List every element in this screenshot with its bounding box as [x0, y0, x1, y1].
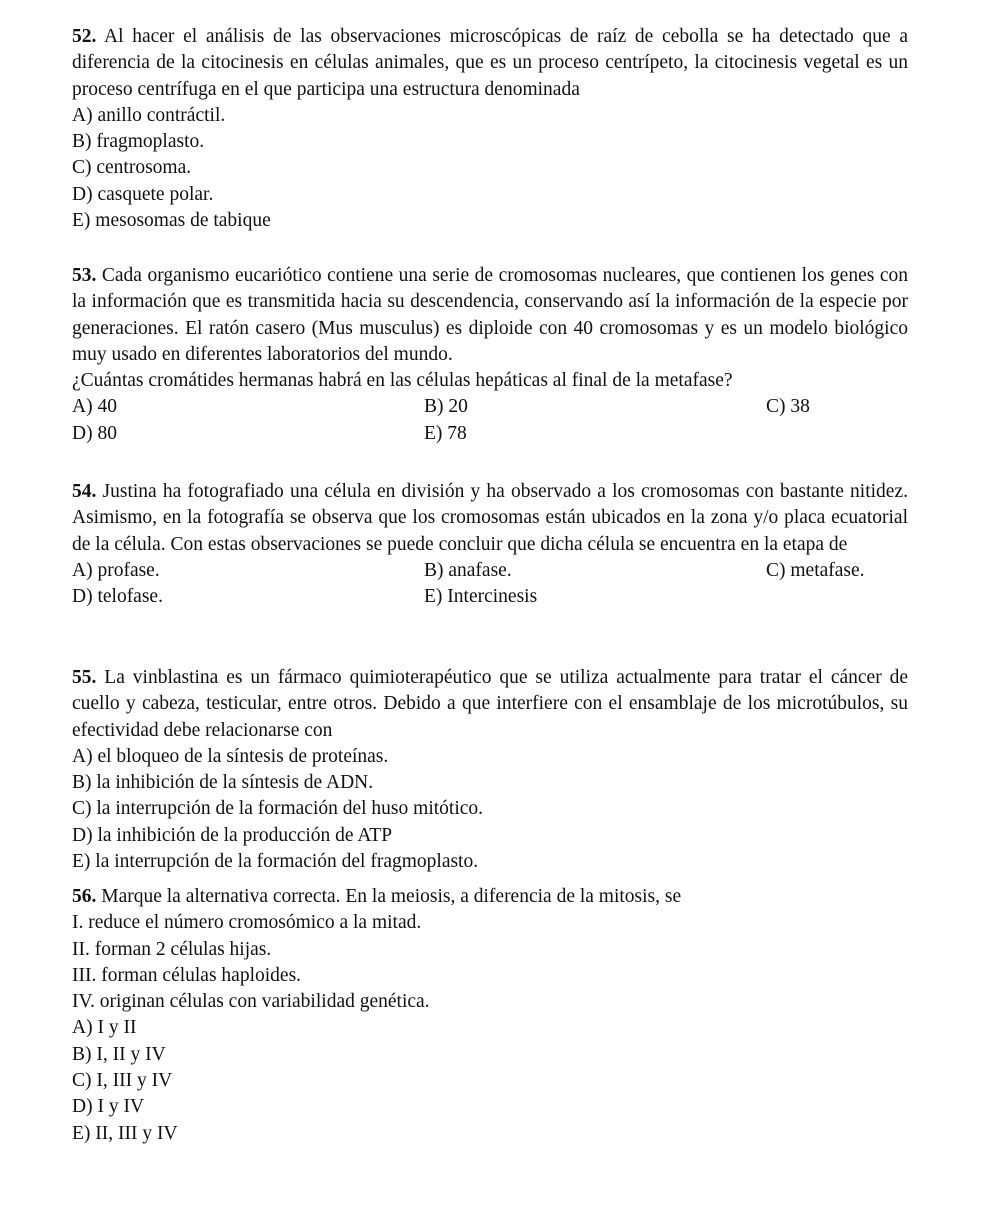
- statement-ii: II. forman 2 células hijas.: [72, 938, 272, 960]
- option-b[interactable]: B) fragmoplasto.: [72, 131, 205, 153]
- question-number: 55.: [72, 667, 97, 688]
- options-list: [72, 103, 908, 234]
- question-prompt: ¿Cuántas cromátides hermanas habrá en las células hepáticas al final de la metafase?: [72, 370, 733, 392]
- option-e[interactable]: E) II, III y IV: [72, 1122, 178, 1144]
- option-c[interactable]: C) centrosoma.: [72, 157, 192, 179]
- question-number: 56.: [72, 886, 97, 907]
- options-row: [72, 584, 908, 610]
- option-a[interactable]: A) 40: [72, 396, 117, 418]
- option-b[interactable]: B) anafase.: [424, 559, 512, 581]
- statement-iv: IV. originan células con variabilidad genética.: [72, 991, 430, 1013]
- option-e[interactable]: E) mesosomas de tabique: [72, 210, 271, 232]
- option-c[interactable]: C) metafase.: [766, 559, 865, 581]
- options-row: [72, 421, 908, 447]
- question-text: Justina ha fotografiado una célula en división y ha observado a los cromosomas con bastante nitidez. Asimismo, en la fotografía se observa que los cromosomas están ubicados en la zona y/o placa ecuatorial de la célula. Con estas observaciones se puede concluir que dicha célula se encuentra en la etapa de: [72, 481, 908, 555]
- question-52: [72, 24, 908, 234]
- option-b[interactable]: B) la inhibición de la síntesis de ADN.: [72, 772, 374, 794]
- statement-iii: III. forman células haploides.: [72, 964, 302, 986]
- question-text: Marque la alternativa correcta. En la meiosis, a diferencia de la mitosis, se: [101, 886, 682, 907]
- options-row: [72, 558, 908, 584]
- question-stem: [72, 665, 908, 744]
- option-c[interactable]: C) I, III y IV: [72, 1070, 173, 1092]
- question-stem: [72, 479, 908, 558]
- question-56: [72, 884, 908, 1147]
- option-a[interactable]: A) I y II: [72, 1017, 137, 1039]
- question-text: Cada organismo eucariótico contiene una serie de cromosomas nucleares, que contienen los genes con la información que es transmitida hacia su descendencia, conservando así la información de la especie por generaciones. El ratón casero (Mus musculus) es diploide con 40 cromosomas y es un modelo biológico muy usado en diferentes laboratorios del mundo.: [72, 265, 908, 365]
- question-stem: [72, 24, 908, 103]
- question-stem: [72, 263, 908, 368]
- option-c[interactable]: C) 38: [766, 396, 810, 418]
- option-e[interactable]: E) 78: [424, 422, 467, 444]
- options-list: [72, 1015, 908, 1146]
- question-stem: [72, 884, 908, 910]
- question-text: Al hacer el análisis de las observaciones microscópicas de raíz de cebolla se ha detectado que a diferencia de la citocinesis en células animales, que es un proceso centrípeto, la citocinesis vegetal es un proceso centrífuga en el que participa una estructura denominada: [72, 26, 908, 100]
- question-number: 54.: [72, 481, 97, 502]
- question-number: 53.: [72, 265, 97, 286]
- option-b[interactable]: B) 20: [424, 396, 468, 418]
- option-d[interactable]: D) telofase.: [72, 586, 163, 608]
- options-row: [72, 394, 908, 420]
- statements-list: [72, 910, 908, 1015]
- option-a[interactable]: A) anillo contráctil.: [72, 104, 226, 126]
- option-c[interactable]: C) la interrupción de la formación del huso mitótico.: [72, 798, 484, 820]
- question-number: 52.: [72, 26, 97, 47]
- statement-i: I. reduce el número cromosómico a la mitad.: [72, 912, 422, 934]
- option-e[interactable]: E) Intercinesis: [424, 586, 538, 608]
- option-d[interactable]: D) la inhibición de la producción de ATP: [72, 824, 393, 846]
- option-a[interactable]: A) el bloqueo de la síntesis de proteínas.: [72, 745, 389, 767]
- option-b[interactable]: B) I, II y IV: [72, 1043, 166, 1065]
- question-55: [72, 665, 908, 875]
- option-d[interactable]: D) I y IV: [72, 1096, 145, 1118]
- option-d[interactable]: D) 80: [72, 422, 117, 444]
- question-54: [72, 479, 908, 610]
- options-list: [72, 744, 908, 875]
- question-text: La vinblastina es un fármaco quimioterapéutico que se utiliza actualmente para tratar el cáncer de cuello y cabeza, testicular, entre otros. Debido a que interfiere con el ensamblaje de los microtúbulos, su efectividad debe relacionarse con: [72, 667, 909, 741]
- option-d[interactable]: D) casquete polar.: [72, 183, 214, 205]
- question-53: [72, 263, 908, 447]
- option-e[interactable]: E) la interrupción de la formación del fragmoplasto.: [72, 851, 479, 873]
- option-a[interactable]: A) profase.: [72, 559, 160, 581]
